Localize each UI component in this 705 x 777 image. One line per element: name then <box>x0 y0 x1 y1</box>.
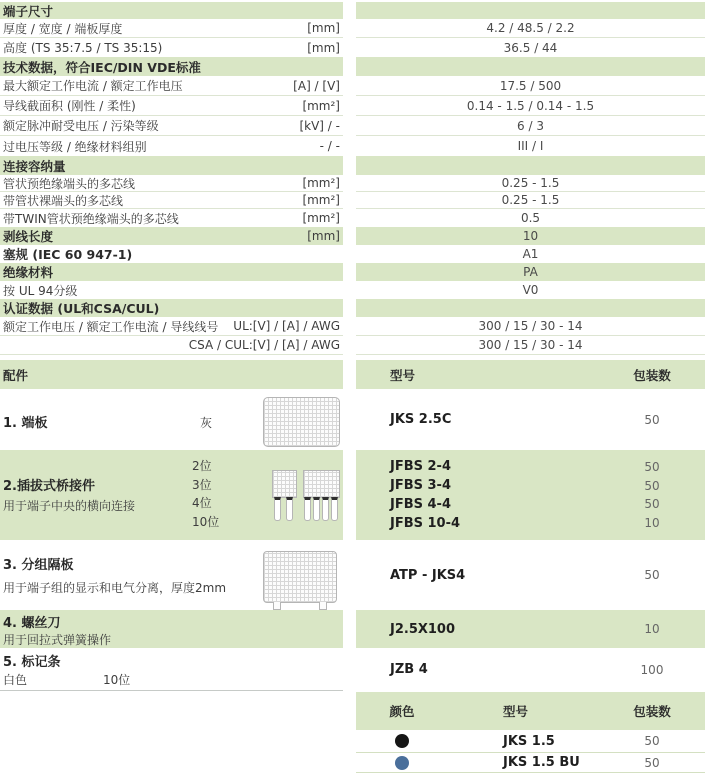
color-cell <box>356 755 448 770</box>
color-cell <box>356 734 448 749</box>
spec-value: III / I <box>517 139 544 153</box>
spec-value: 300 / 15 / 30 - 14 <box>478 338 583 352</box>
spec-value-row <box>356 227 705 245</box>
model-qty: 50 <box>644 412 660 427</box>
model-column-header: 型号 <box>390 367 416 383</box>
bridge-models-list <box>356 450 705 540</box>
accessory-desc: 用于端子组的显示和电气分离，厚度2mm <box>3 581 227 595</box>
spec-row <box>0 76 343 96</box>
spec-label: 端子尺寸 <box>3 3 54 19</box>
model-qty: 50 <box>644 734 660 748</box>
spec-value: 17.5 / 500 <box>499 78 562 93</box>
model-row <box>356 495 705 514</box>
spec-unit: [mm] <box>307 229 340 243</box>
spec-value: 10 <box>522 229 539 243</box>
spec-row <box>0 57 343 76</box>
model-name: JKS 1.5 <box>503 733 555 749</box>
bridge-size: 10位 <box>192 515 220 530</box>
model-name: JFBS 4-4 <box>390 496 452 512</box>
spec-row <box>0 209 343 227</box>
qty-header: 包装数 <box>633 704 671 719</box>
spec-value: A1 <box>522 247 539 261</box>
spec-value-row <box>356 209 705 227</box>
model-qty: 50 <box>644 755 660 770</box>
model-name: ATP - JKS4 <box>390 567 466 583</box>
blue-color-swatch <box>395 756 409 770</box>
model-qty: 10 <box>644 516 660 531</box>
model-name: J2.5X100 <box>390 621 456 637</box>
spec-value: 300 / 15 / 30 - 14 <box>478 319 583 333</box>
accessory-models-screwdriver <box>356 610 705 648</box>
model-name: JFBS 2-4 <box>390 459 452 475</box>
spec-unit: [mm] <box>307 21 340 35</box>
spec-value: 0.25 - 1.5 <box>501 176 560 190</box>
spec-label: 按 UL 94分级 <box>3 283 78 298</box>
spec-value-row <box>356 116 705 136</box>
spec-right-table <box>356 2 705 355</box>
spec-label: 额定脉冲耐受电压 / 污染等级 <box>3 119 159 133</box>
model-qty: 50 <box>644 478 660 493</box>
color-table-row <box>356 753 705 773</box>
color-table <box>356 692 705 777</box>
spec-label: 高度 (TS 35:7.5 / TS 35:15) <box>3 41 163 55</box>
accessory-item-partition <box>0 540 343 610</box>
qty-column-header: 包装数 <box>633 367 671 383</box>
color-table-rows <box>356 730 705 773</box>
spec-value: 36.5 / 44 <box>503 40 558 55</box>
spec-unit: [mm²] <box>302 176 340 190</box>
black-color-swatch <box>395 734 409 748</box>
spec-label: 最大额定工作电流 / 额定工作电压 <box>3 79 183 93</box>
end-plate-image <box>263 397 340 447</box>
spec-value-row <box>356 57 705 76</box>
spec-unit: CSA / CUL:[V] / [A] / AWG <box>188 338 340 352</box>
model-header: 型号 <box>503 704 529 719</box>
bridge-size: 3位 <box>192 477 212 492</box>
spec-label: 额定工作电压 / 额定工作电流 / 导线线号 <box>3 319 219 334</box>
spec-value-row <box>356 136 705 156</box>
accessory-models-bridges <box>356 450 705 540</box>
spec-value: 4.2 / 48.5 / 2.2 <box>486 21 575 35</box>
spec-value-row <box>356 192 705 209</box>
model-qty: 100 <box>640 662 664 677</box>
spec-unit: [mm²] <box>302 193 340 207</box>
accessory-size: 10位 <box>103 673 131 687</box>
spec-row <box>0 136 343 156</box>
spec-row <box>0 317 343 336</box>
spec-value-row <box>356 317 705 336</box>
accessory-models-partition <box>356 540 705 610</box>
spec-label: 塞规 (IEC 60 947-1) <box>3 247 133 262</box>
spec-label: 技术数据，符合IEC/DIN VDE标准 <box>3 59 201 75</box>
spec-value-row <box>356 2 705 19</box>
spec-row <box>0 336 343 355</box>
spec-value-row <box>356 245 705 263</box>
bridge-size: 2位 <box>192 459 212 473</box>
accessory-desc: 用于端子中央的横向连接 <box>3 499 136 513</box>
spec-row <box>0 156 343 175</box>
spec-value: 6 / 3 <box>517 118 544 133</box>
spec-row <box>0 245 343 263</box>
bridge-size: 4位 <box>192 496 212 511</box>
spec-label: 带TWIN管状预绝缘端头的多芯线 <box>3 211 179 226</box>
accessory-desc: 用于回拉式弹簧操作 <box>3 633 112 647</box>
accessory-title: 2.插拔式桥接件 <box>3 479 95 494</box>
accessory-title: 5. 标记条 <box>3 655 61 670</box>
spec-unit: [mm] <box>307 40 340 55</box>
model-name: JFBS 10-4 <box>390 515 461 531</box>
spec-label: 带管状裸端头的多芯线 <box>3 193 124 208</box>
spec-row <box>0 116 343 136</box>
spec-row <box>0 19 343 38</box>
accessory-item-bridges <box>0 450 343 540</box>
color-table-header <box>356 692 705 730</box>
accessory-title: 1. 端板 <box>3 416 48 431</box>
spec-row <box>0 227 343 245</box>
spec-unit: [mm²] <box>302 211 340 225</box>
accessory-item-end-plate <box>0 389 343 450</box>
spec-row <box>0 38 343 57</box>
accessories-header-label: 配件 <box>3 367 29 383</box>
model-name: JKS 1.5 BU <box>503 755 580 770</box>
spec-value: V0 <box>522 283 539 297</box>
model-row <box>356 476 705 495</box>
accessories-header <box>0 360 343 389</box>
spec-value-row <box>356 38 705 57</box>
spec-label: 管状预绝缘端头的多芯线 <box>3 176 136 191</box>
accessory-models-end-plate <box>356 389 705 450</box>
model-qty: 50 <box>644 568 660 582</box>
spec-unit: [kV] / - <box>299 118 340 133</box>
spec-label: 认证数据 (UL和CSA/CUL) <box>3 301 160 316</box>
spec-label: 绝缘材料 <box>3 265 54 280</box>
model-name: JFBS 3-4 <box>390 478 452 494</box>
spec-unit: [mm²] <box>302 98 340 113</box>
spec-value-row <box>356 76 705 96</box>
spec-label: 厚度 / 宽度 / 端板厚度 <box>3 21 123 36</box>
spec-value-row <box>356 263 705 281</box>
spec-value-row <box>356 336 705 355</box>
spec-value: PA <box>523 265 538 279</box>
accessory-variant: 灰 <box>200 416 213 430</box>
spec-value-row <box>356 96 705 116</box>
spec-row <box>0 263 343 281</box>
spec-label: 剥线长度 <box>3 229 54 244</box>
partition-image <box>263 551 337 611</box>
model-name: JKS 2.5C <box>390 412 452 427</box>
spec-label: 导线截面积 (刚性 / 柔性) <box>3 99 136 113</box>
model-qty: 10 <box>644 622 660 636</box>
bridge-sizes-list <box>192 457 219 532</box>
accessory-variant: 白色 <box>3 673 28 687</box>
spec-left-table <box>0 2 343 355</box>
model-row <box>356 514 705 533</box>
spec-value-row <box>356 175 705 192</box>
spec-value: 0.25 - 1.5 <box>501 193 560 207</box>
accessories-models-header <box>356 360 705 389</box>
color-table-row <box>356 730 705 753</box>
spec-row <box>0 2 343 19</box>
model-name: JZB 4 <box>390 662 428 677</box>
model-qty: 50 <box>644 497 660 512</box>
spec-unit: - / - <box>319 139 340 153</box>
spec-row <box>0 96 343 116</box>
accessory-item-marking-strip <box>0 648 343 691</box>
spec-row <box>0 281 343 299</box>
spec-value-row <box>356 156 705 175</box>
accessory-title: 3. 分组隔板 <box>3 558 74 573</box>
accessory-title: 4. 螺丝刀 <box>3 616 61 631</box>
spec-row <box>0 192 343 209</box>
model-row <box>356 458 705 477</box>
spec-unit: UL:[V] / [A] / AWG <box>233 319 340 333</box>
spec-row <box>0 299 343 317</box>
spec-label: 过电压等级 / 绝缘材料组别 <box>3 139 147 154</box>
color-header: 颜色 <box>389 704 415 719</box>
spec-value-row <box>356 299 705 317</box>
spec-value-row <box>356 19 705 38</box>
accessory-models-marking-strip <box>356 648 705 691</box>
bridge-4pin-image <box>303 470 340 517</box>
spec-row <box>0 175 343 192</box>
spec-value-row <box>356 281 705 299</box>
spec-value: 0.5 <box>520 211 541 225</box>
model-qty: 50 <box>644 459 660 474</box>
spec-label: 连接容纳量 <box>3 158 66 174</box>
bridge-2pin-image <box>272 470 297 517</box>
accessory-item-screwdriver <box>0 610 343 648</box>
spec-unit: [A] / [V] <box>293 78 340 93</box>
spec-value: 0.14 - 1.5 / 0.14 - 1.5 <box>466 98 595 113</box>
